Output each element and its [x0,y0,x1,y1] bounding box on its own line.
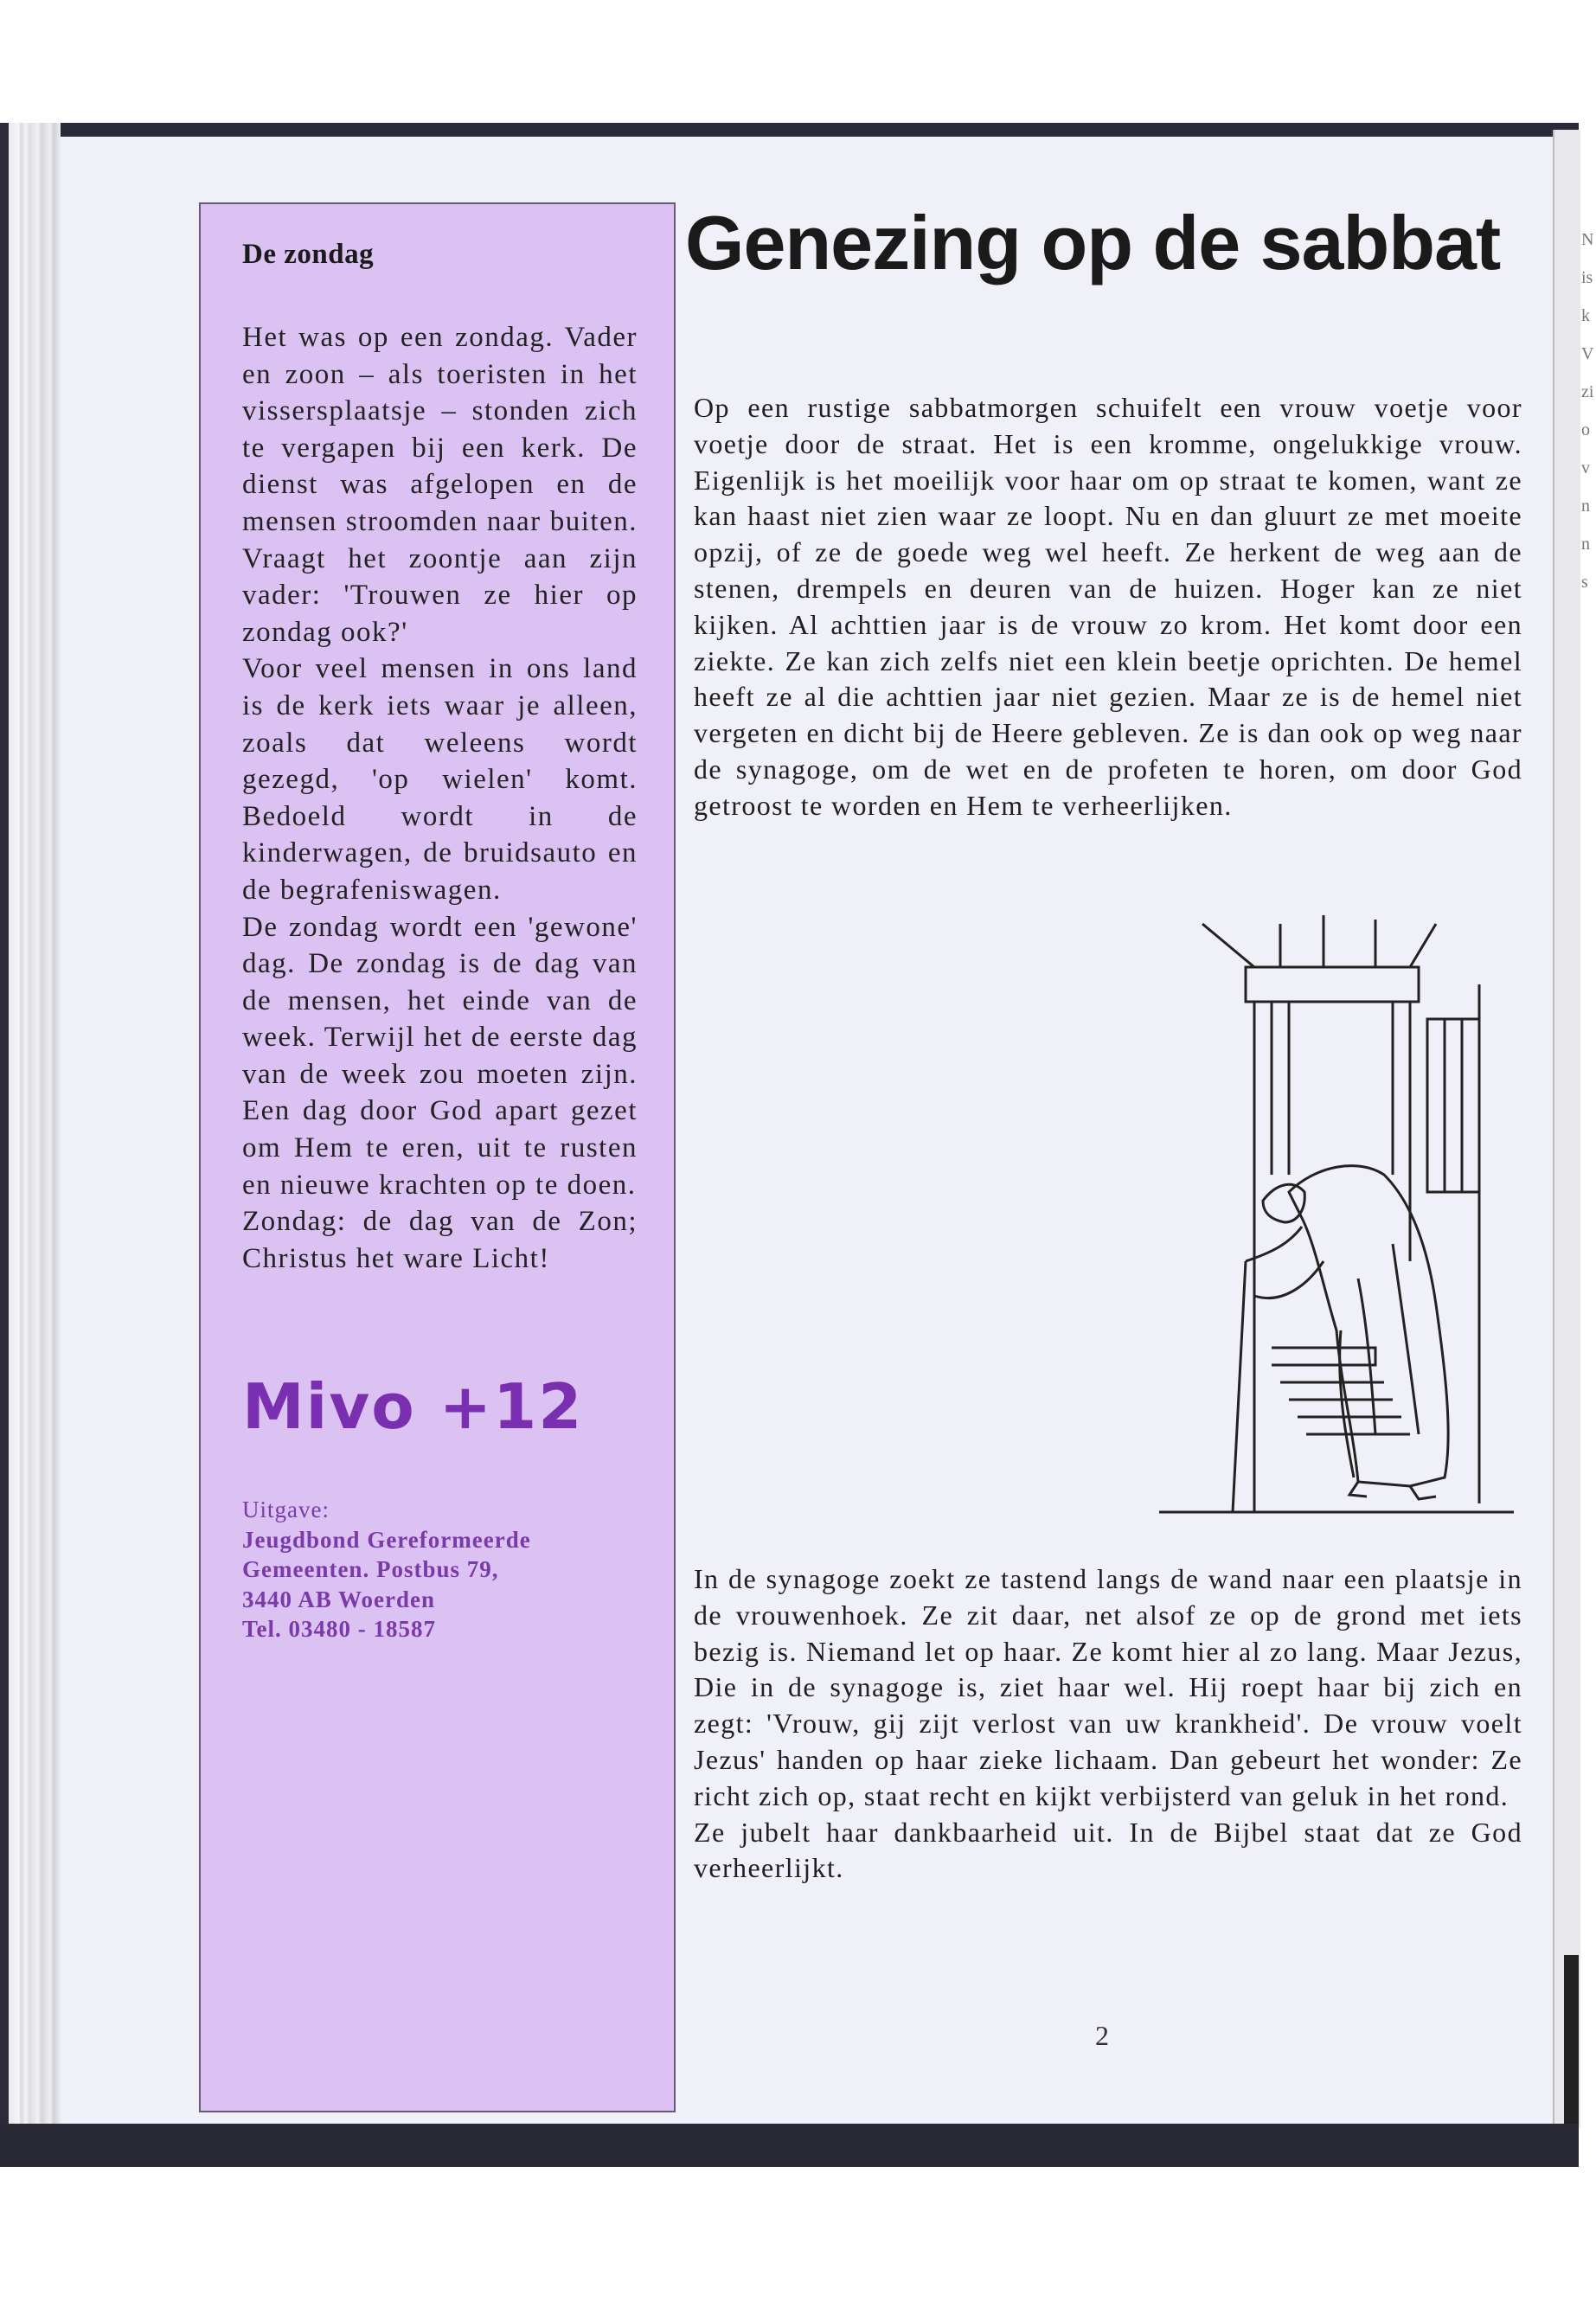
binder-top-edge [0,123,1579,137]
sidebar-paragraph: Zondag: de dag van de Zon; Christus het ware Licht! [242,1206,638,1274]
magazine-page [61,137,1553,2124]
sidebar-body [242,319,638,1277]
publisher-org-line1: Jeugdbond Gereformeerde [242,1526,531,1553]
sidebar-box [199,202,676,2112]
binder-right-corner [1564,1955,1579,2145]
article-paragraph: Ze jubelt haar dankbaarheid uit. In de Bijbel staat dat ze God verheerlijkt. [694,1816,1522,1884]
publisher-info [242,1495,638,1644]
article-paragraph-2 [694,1561,1522,1887]
article-paragraph-1 [694,390,1522,824]
brand-logo: Mivo +12 [242,1370,584,1444]
article-headline: Genezing op de sabbat [685,200,1501,285]
bent-woman-illustration [1151,915,1531,1521]
next-page-edge-text: N is k V zi o v n n s [1581,230,1594,592]
article-paragraph: Op een rustige sabbatmorgen schuifelt een vrouw voetje voor voetje door de straat. Het is een kromme, ongelukkige vrouw. Eigenlijk is het moeilijk voor haar om op straat te komen, want ze kan haast niet zien waar ze loopt. Nu en dan gluurt ze met moeite opzij, of ze de goede weg wel heeft. Ze herkent de weg aan de stenen, drempels en deuren van de huizen. Hoger kan ze niet kijken. Al achttien jaar is de vrouw zo krom. Het komt door een ziekte. Ze kan zich zelfs niet een klein beetje oprichten. De hemel heeft ze al die achttien jaar niet gezien. Maar ze is de hemel niet vergeten en dicht bij de Heere gebleven. Ze is dan ook op weg naar de synagoge, om de wet en de profeten te horen, om door God getroost te worden en Hem te verheerlijken. [694,392,1522,821]
binder-bottom-edge [0,2124,1579,2167]
sidebar-paragraph: Voor veel mensen in ons land is de kerk iets waar je alleen, zoals dat weleens wordt gezegd, 'op wielen' komt. Bedoeld wordt in de kinderwagen, de bruidsauto en de begrafeniswagen. [242,653,638,906]
page-number: 2 [1095,2020,1109,2051]
sidebar-paragraph: De zondag wordt een 'gewone' dag. De zondag is de dag van de mensen, het einde van de week. Terwijl het de eerste dag van de week zou moeten zijn. Een dag door God apart gezet om Hem te eren, uit te rusten en nieuwe krachten op te doen. [242,911,638,1201]
sidebar-paragraph: Het was op een zondag. Vader en zoon – als toeristen in het vissersplaatsje – stonden zich te vergapen bij een kerk. De dienst was afgelopen en de mensen stroomden naar buiten. Vraagt het zoontje aan zijn vader: 'Trouwen ze hier op zondag ook?' [242,322,638,648]
next-page-edge [1553,130,1580,2128]
publisher-address: 3440 AB Woerden [242,1586,436,1612]
publisher-org-line2: Gemeenten. Postbus 79, [242,1556,499,1583]
publisher-label: Uitgave: [242,1497,330,1523]
publisher-phone: Tel. 03480 - 18587 [242,1616,437,1643]
binder-page-stack [0,123,61,2138]
article-paragraph: In de synagoge zoekt ze tastend langs de wand naar een plaatsje in de vrouwenhoek. Ze zit daar, net alsof ze op de grond met iets bezig is. Niemand let op haar. Ze komt hier al zo lang. Maar Jezus, Die in de synagoge is, ziet haar wel. Hij roept haar bij zich en zegt: 'Vrouw, gij zijt verlost van uw krankheid'. De vrouw voelt Jezus' handen op haar zieke lichaam. Dan gebeurt het wonder: Ze richt zich op, staat recht en kijkt verbijsterd van geluk in het rond. [694,1563,1522,1811]
sidebar-title: De zondag [242,239,375,270]
